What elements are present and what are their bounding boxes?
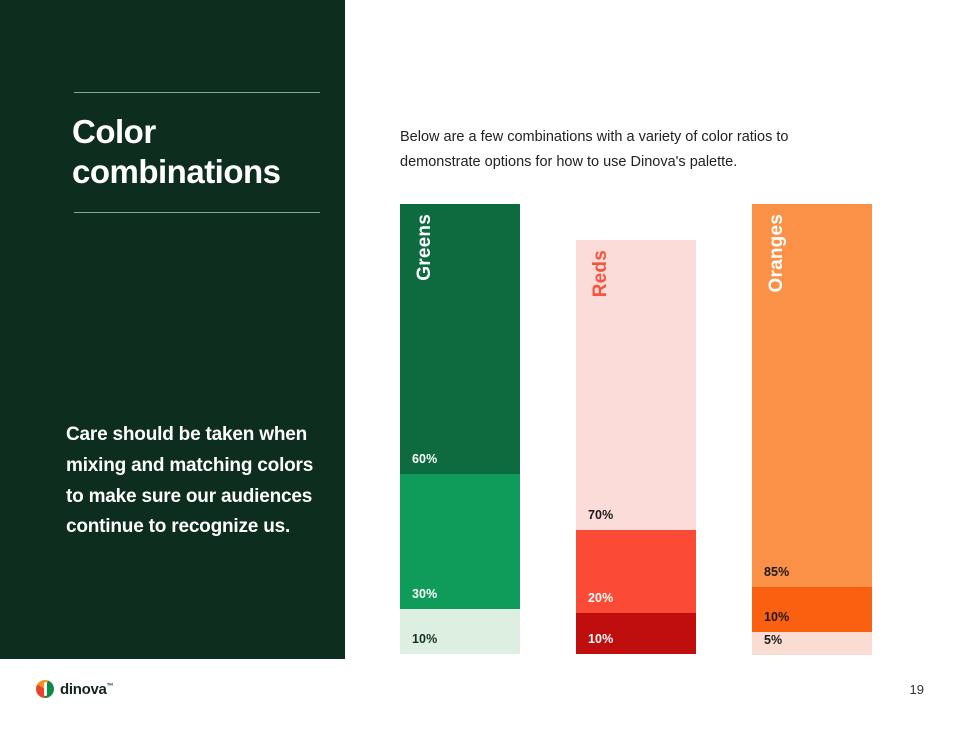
bar-segment-label: 10%	[764, 610, 790, 624]
bar-segment	[752, 204, 872, 587]
bar-column-oranges	[752, 204, 872, 654]
bar-segment-label: 60%	[412, 452, 438, 466]
page-title-line-2: combinations	[72, 153, 281, 191]
bar-segment-label: 20%	[588, 591, 614, 605]
bar-segment-label: 70%	[588, 508, 614, 522]
bar-segment	[752, 587, 872, 632]
bar-segment	[400, 609, 520, 654]
bar-column-label: Greens	[414, 214, 435, 281]
bar-segment-label: 10%	[412, 632, 438, 646]
logo-text: dinova™	[60, 680, 114, 698]
bar-segment-label: 30%	[412, 587, 438, 601]
bar-segment	[400, 474, 520, 609]
divider-bottom	[74, 212, 320, 213]
bar-segment-label: 85%	[764, 565, 790, 579]
bar-segment	[400, 204, 520, 474]
bar-segment	[576, 613, 696, 654]
bar-segment	[576, 240, 696, 530]
page-title-line-1: Color	[72, 113, 156, 150]
dinova-logo-icon	[36, 680, 54, 698]
bar-column-reds	[576, 204, 696, 654]
bar-segment-label: 5%	[764, 633, 783, 647]
left-panel	[0, 0, 345, 659]
bar-segment-label: 10%	[588, 632, 614, 646]
page-title	[72, 112, 342, 193]
bar-segment	[752, 632, 872, 655]
divider-top	[74, 92, 320, 93]
logo-trademark: ™	[106, 682, 114, 690]
intro-text: Below are a few combinations with a variety of color ratios to demonstrate options for how to use Dinova's palette.	[400, 129, 789, 170]
bar-column-label: Reds	[590, 250, 611, 298]
page-subtitle: Care should be taken when mixing and matching colors to make sure our audiences continue to recognize us.	[66, 424, 314, 538]
bar-segment	[576, 530, 696, 613]
stacked-bar-chart	[400, 204, 900, 654]
bar-column-greens	[400, 204, 520, 654]
logo	[36, 680, 113, 698]
page-number: 19	[909, 682, 924, 697]
bar-column-label: Oranges	[766, 214, 787, 293]
